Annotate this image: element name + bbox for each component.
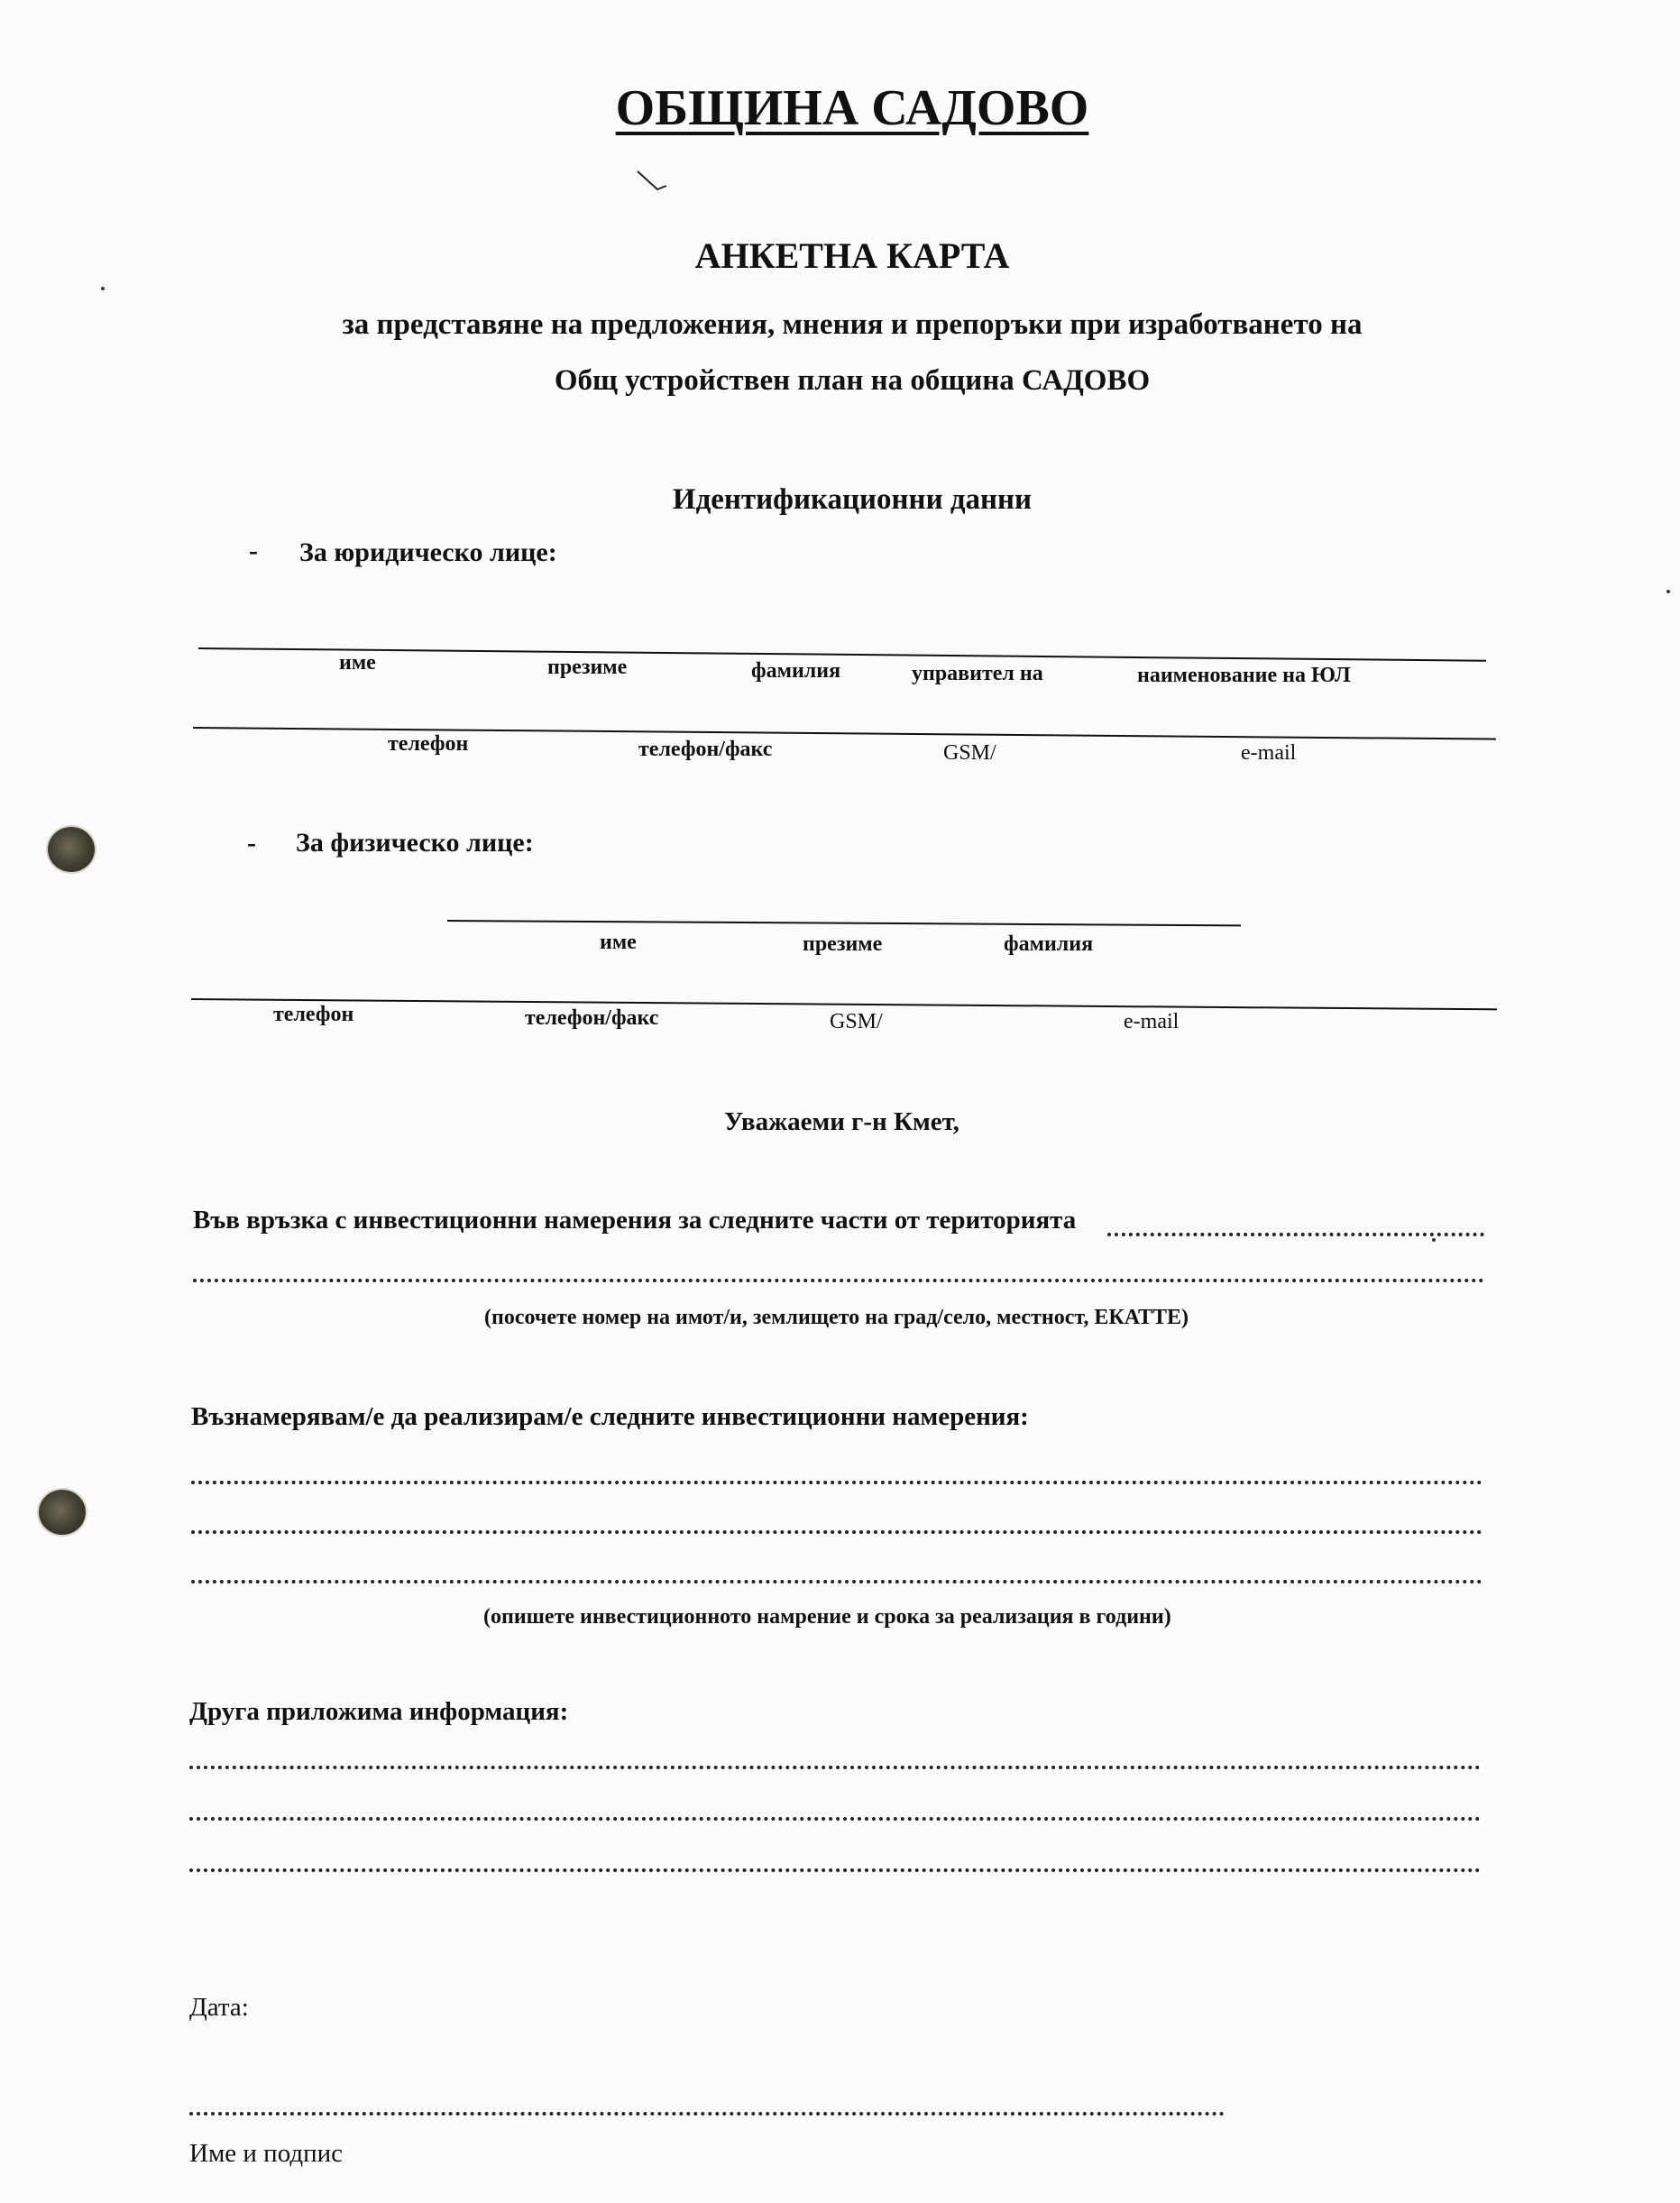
- label-email: e-mail: [1124, 1010, 1180, 1033]
- territory-hint: (посочете номер на имот/и, землището на град/село, местност, ЕКАТТЕ): [484, 1306, 1189, 1329]
- legal-entity-bullet: -: [249, 536, 258, 565]
- label-first-name: име: [600, 931, 637, 954]
- form-title: АНКЕТНА КАРТА: [694, 235, 1010, 276]
- label-company-name: наименование на ЮЛ: [1137, 664, 1351, 687]
- pen-mark: [636, 170, 668, 195]
- label-surname: фамилия: [751, 659, 841, 683]
- identification-heading: Идентификационни данни: [672, 483, 1033, 516]
- territory-input-line-2[interactable]: [193, 1279, 1484, 1282]
- label-phone-fax: телефон/факс: [525, 1006, 659, 1030]
- intent-prompt: Възнамерявам/е да реализирам/е следните инвестиционни намерения:: [191, 1402, 1029, 1431]
- label-gsm: GSM/: [943, 741, 996, 765]
- territory-input-line-1[interactable]: [1107, 1233, 1484, 1236]
- signature-label: Име и подпис: [189, 2139, 344, 2168]
- signature-input-line[interactable]: [189, 2112, 1225, 2116]
- individual-contact-field[interactable]: [191, 998, 1497, 1010]
- individual-bullet: -: [247, 828, 256, 858]
- punch-hole-bottom: [39, 1490, 86, 1535]
- date-label: Дата:: [189, 1993, 249, 2022]
- label-manager-of: управител на: [912, 662, 1043, 685]
- paper-speck: [1432, 1238, 1436, 1242]
- form-subtitle-line2: Общ устройствен план на община САДОВО: [554, 364, 1151, 397]
- other-info-input-line-2[interactable]: [189, 1817, 1481, 1821]
- other-info-input-line-1[interactable]: [189, 1766, 1481, 1769]
- other-info-input-line-3[interactable]: [189, 1868, 1481, 1872]
- intent-hint: (опишете инвестиционното намрение и срока за реализация в години): [483, 1605, 1171, 1629]
- individual-heading: За физическо лице:: [296, 828, 534, 858]
- label-gsm: GSM/: [830, 1010, 883, 1033]
- other-info-prompt: Друга приложима информация:: [189, 1697, 569, 1726]
- label-surname: фамилия: [1004, 932, 1094, 956]
- intent-input-line-2[interactable]: [191, 1530, 1483, 1534]
- individual-name-field[interactable]: [447, 920, 1241, 926]
- punch-hole-top: [48, 827, 95, 872]
- intent-input-line-1[interactable]: [191, 1481, 1483, 1484]
- label-phone-fax: телефон/факс: [638, 738, 773, 761]
- label-phone: телефон: [273, 1003, 354, 1026]
- label-phone: телефон: [388, 732, 469, 756]
- legal-entity-heading: За юридическо лице:: [299, 537, 557, 567]
- legal-entity-name-field[interactable]: [198, 647, 1486, 662]
- municipality-title: ОБЩИНА САДОВО: [615, 80, 1089, 136]
- paper-speck: [1666, 590, 1670, 593]
- greeting: Уважаеми г-н Кмет,: [724, 1107, 959, 1136]
- label-email: e-mail: [1241, 741, 1297, 765]
- label-middle-name: презиме: [547, 656, 628, 679]
- label-middle-name: презиме: [803, 932, 883, 956]
- label-first-name: име: [339, 651, 376, 675]
- territory-prompt: Във връзка с инвестиционни намерения за следните части от територията: [193, 1206, 1077, 1235]
- intent-input-line-3[interactable]: [191, 1580, 1483, 1583]
- paper-speck: [101, 287, 105, 290]
- form-subtitle-line1: за представяне на предложения, мнения и препоръки при изработването на: [342, 308, 1363, 341]
